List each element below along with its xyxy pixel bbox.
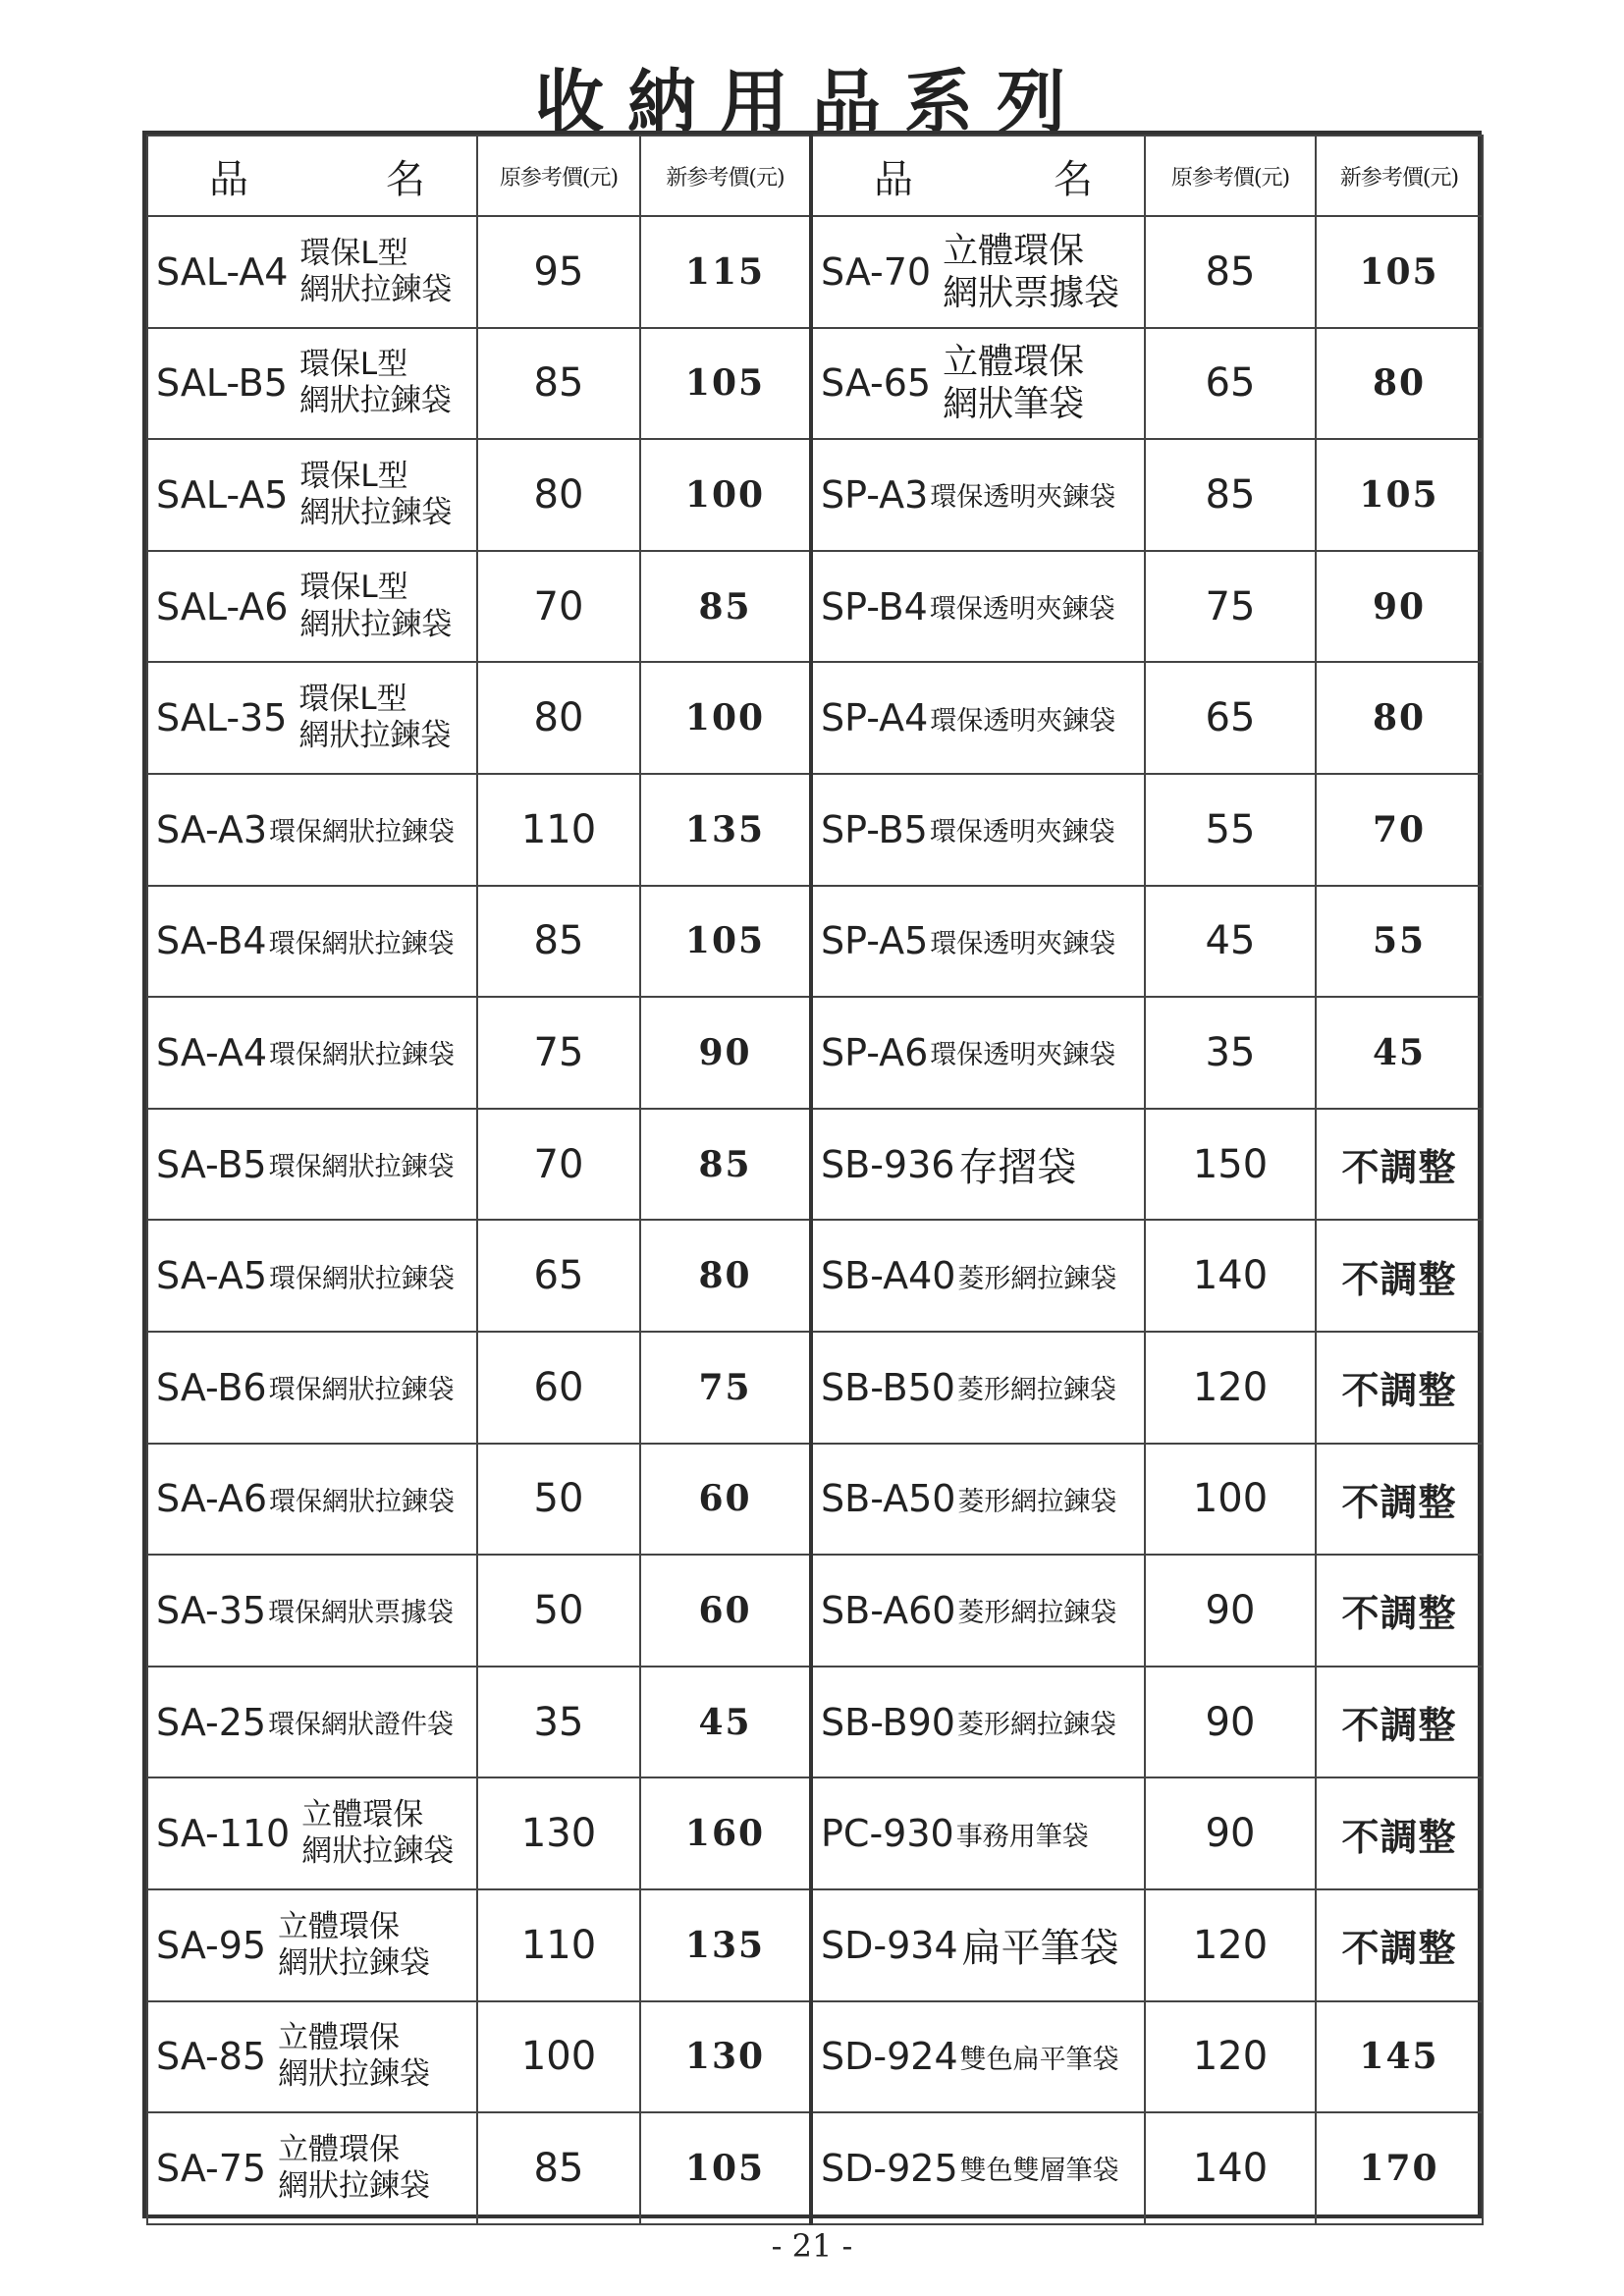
product-name-cell [147, 2112, 477, 2224]
product-name [156, 887, 476, 997]
new-price-cell: 100 [640, 439, 811, 551]
old-price-cell: 75 [1145, 551, 1316, 663]
new-price-cell: 115 [640, 216, 811, 328]
header-old-price-right: 原参考價(元) [1145, 136, 1316, 216]
product-code: SAL-A5 [156, 472, 289, 517]
old-price-cell: 50 [477, 1444, 640, 1556]
description-line-1: 立體環保 [278, 1908, 401, 1944]
product-name [821, 1445, 1144, 1555]
table-row [147, 1889, 1483, 2001]
new-price-cell: 100 [640, 662, 811, 774]
product-name [156, 1445, 476, 1555]
product-name-cell [811, 1220, 1145, 1332]
product-name-cell [147, 328, 477, 440]
old-price-cell: 120 [1145, 1889, 1316, 2001]
new-price-cell: 105 [640, 886, 811, 998]
header-product-name-left: 品 名 [147, 136, 477, 216]
product-name-cell [147, 774, 477, 886]
new-price-cell: 135 [640, 1889, 811, 2001]
new-price-cell: 105 [1316, 216, 1483, 328]
new-price-cell: 85 [640, 1109, 811, 1221]
new-price-cell: 130 [640, 2001, 811, 2113]
description-line-1: 環保L型 [299, 458, 408, 494]
product-name [821, 1667, 1144, 1777]
old-price-cell: 35 [1145, 997, 1316, 1109]
product-name [156, 775, 476, 885]
product-description: 環保網狀拉鍊袋 [269, 1263, 456, 1294]
new-price-cell: 不調整 [1316, 1220, 1483, 1332]
product-name [821, 887, 1144, 997]
product-name [156, 663, 476, 773]
description-line-1: 立體環保 [943, 342, 1085, 383]
product-code: SP-A6 [821, 1030, 929, 1074]
product-name [821, 217, 1144, 327]
new-price-cell: 105 [640, 2112, 811, 2224]
product-code: SB-A60 [821, 1588, 956, 1632]
product-description [278, 2132, 430, 2205]
product-name [821, 2113, 1144, 2223]
new-price-cell: 75 [640, 1332, 811, 1444]
product-code: SAL-35 [156, 696, 288, 740]
product-code: SP-A3 [821, 472, 929, 517]
product-code: SB-A50 [821, 1477, 956, 1521]
header-new-price-right: 新参考價(元) [1316, 136, 1483, 216]
new-price-cell: 85 [640, 551, 811, 663]
table-row [147, 1444, 1483, 1556]
old-price-cell: 95 [477, 216, 640, 328]
product-name-cell [811, 551, 1145, 663]
product-name-cell [811, 1332, 1145, 1444]
product-description [943, 230, 1119, 314]
product-code: SA-70 [821, 249, 932, 294]
product-description: 環保網狀拉鍊袋 [269, 817, 456, 848]
new-price-cell: 不調整 [1316, 1889, 1483, 2001]
product-code: SD-934 [821, 1923, 958, 1967]
product-name-cell [811, 2112, 1145, 2224]
description-line-2: 網狀拉鍊袋 [299, 271, 453, 307]
product-code: SD-925 [821, 2146, 958, 2190]
product-name-cell [147, 1220, 477, 1332]
product-description: 環保網狀證件袋 [268, 1710, 455, 1741]
product-description: 環保透明夾鍊袋 [930, 1040, 1116, 1071]
table-row [147, 1777, 1483, 1889]
old-price-cell: 90 [1145, 1777, 1316, 1889]
product-name [821, 1221, 1144, 1331]
product-name-cell [147, 1777, 477, 1889]
product-name-cell [147, 997, 477, 1109]
product-description: 環保網狀拉鍊袋 [269, 1486, 456, 1517]
product-name-cell [811, 1109, 1145, 1221]
old-price-cell: 150 [1145, 1109, 1316, 1221]
product-name [156, 552, 476, 662]
product-description [278, 2020, 430, 2093]
product-name-cell [147, 1109, 477, 1221]
product-code: PC-930 [821, 1812, 954, 1856]
header-new-price-left: 新参考價(元) [640, 136, 811, 216]
new-price-cell: 135 [640, 774, 811, 886]
product-name-cell [147, 1889, 477, 2001]
product-description [278, 1909, 430, 1982]
product-name-cell [147, 1555, 477, 1667]
product-name-cell [811, 2001, 1145, 2113]
description-line-1: 立體環保 [278, 2131, 401, 2167]
old-price-cell: 80 [477, 662, 640, 774]
product-name-cell [147, 1444, 477, 1556]
product-name [156, 1556, 476, 1666]
new-price-cell: 60 [640, 1555, 811, 1667]
product-code: SA-110 [156, 1812, 291, 1856]
old-price-cell: 110 [477, 774, 640, 886]
old-price-cell: 75 [477, 997, 640, 1109]
table-row [147, 1555, 1483, 1667]
new-price-cell: 不調整 [1316, 1777, 1483, 1889]
old-price-cell: 85 [477, 2112, 640, 2224]
product-name-cell [811, 997, 1145, 1109]
product-name-cell [147, 1667, 477, 1778]
description-line-2: 網狀拉鍊袋 [301, 1833, 455, 1870]
description-line-2: 網狀拉鍊袋 [298, 383, 452, 419]
old-price-cell: 120 [1145, 1332, 1316, 1444]
new-price-cell: 不調整 [1316, 1109, 1483, 1221]
product-description: 存摺袋 [958, 1145, 1077, 1191]
description-line-1: 環保L型 [298, 347, 408, 383]
product-name-cell [811, 774, 1145, 886]
new-price-cell: 45 [640, 1667, 811, 1778]
product-code: SB-B50 [821, 1365, 955, 1409]
old-price-cell: 45 [1145, 886, 1316, 998]
old-price-cell: 65 [1145, 328, 1316, 440]
product-description: 環保網狀拉鍊袋 [268, 928, 455, 959]
table-row [147, 997, 1483, 1109]
product-description [299, 570, 452, 642]
old-price-cell: 55 [1145, 774, 1316, 886]
header-old-price-left: 原参考價(元) [477, 136, 640, 216]
product-code: SA-A6 [156, 1477, 268, 1521]
new-price-cell: 70 [1316, 774, 1483, 886]
product-description: 菱形網拉鍊袋 [956, 1710, 1116, 1741]
description-line-1: 立體環保 [301, 1796, 424, 1832]
new-price-cell: 不調整 [1316, 1444, 1483, 1556]
price-table [146, 135, 1484, 2225]
old-price-cell: 140 [1145, 1220, 1316, 1332]
product-name-cell [147, 2001, 477, 2113]
new-price-cell: 160 [640, 1777, 811, 1889]
product-description: 環保網狀票據袋 [268, 1598, 455, 1629]
table-row [147, 662, 1483, 774]
product-name [156, 1110, 476, 1220]
product-description: 環保網狀拉鍊袋 [268, 1375, 455, 1406]
new-price-cell: 不調整 [1316, 1667, 1483, 1778]
description-line-2: 網狀拉鍊袋 [299, 494, 453, 530]
product-name [821, 440, 1144, 550]
old-price-cell: 85 [477, 328, 640, 440]
old-price-cell: 90 [1145, 1555, 1316, 1667]
product-description: 環保透明夾鍊袋 [930, 482, 1116, 514]
product-name [156, 2113, 476, 2223]
product-name-cell [147, 662, 477, 774]
new-price-cell: 90 [640, 997, 811, 1109]
product-code: SA-B4 [156, 919, 267, 963]
product-code: SA-65 [821, 361, 932, 406]
product-name [821, 329, 1144, 439]
product-code: SB-936 [821, 1142, 955, 1186]
description-line-2: 網狀拉鍊袋 [299, 606, 453, 642]
table-row [147, 886, 1483, 998]
table-row [147, 774, 1483, 886]
description-line-2: 網狀拉鍊袋 [278, 1944, 431, 1981]
product-name-cell [147, 439, 477, 551]
table-row [147, 216, 1483, 328]
product-name-cell [147, 886, 477, 998]
description-line-2: 網狀筆袋 [943, 384, 1085, 425]
new-price-cell: 145 [1316, 2001, 1483, 2113]
product-name [156, 1778, 476, 1888]
old-price-cell: 70 [477, 1109, 640, 1221]
product-code: SP-A5 [821, 919, 929, 963]
product-code: SAL-A6 [156, 584, 289, 629]
product-code: SA-B6 [156, 1365, 267, 1409]
product-description: 環保網狀拉鍊袋 [269, 1040, 456, 1071]
product-description: 菱形網拉鍊袋 [957, 1486, 1117, 1517]
old-price-cell: 85 [477, 886, 640, 998]
product-description [301, 1797, 454, 1870]
description-line-2: 網狀票據袋 [943, 272, 1120, 313]
product-name [156, 1333, 476, 1443]
product-name [821, 663, 1144, 773]
description-line-2: 網狀拉鍊袋 [278, 2056, 431, 2093]
product-name-cell [147, 216, 477, 328]
product-description: 雙色雙層筆袋 [959, 2156, 1119, 2187]
product-name-cell [811, 328, 1145, 440]
price-table-frame [142, 131, 1482, 2218]
product-name [821, 775, 1144, 885]
product-description: 環保網狀拉鍊袋 [268, 1152, 455, 1183]
table-row [147, 1109, 1483, 1221]
product-name [821, 1110, 1144, 1220]
old-price-cell: 100 [477, 2001, 640, 2113]
old-price-cell: 60 [477, 1332, 640, 1444]
description-line-2: 網狀拉鍊袋 [298, 718, 452, 754]
new-price-cell: 105 [640, 328, 811, 440]
old-price-cell: 85 [1145, 216, 1316, 328]
description-line-1: 立體環保 [943, 230, 1085, 271]
old-price-cell: 50 [477, 1555, 640, 1667]
product-name-cell [147, 1332, 477, 1444]
table-row [147, 1220, 1483, 1332]
product-code: SA-25 [156, 1700, 267, 1744]
product-name [821, 552, 1144, 662]
old-price-cell: 90 [1145, 1667, 1316, 1778]
table-row [147, 551, 1483, 663]
description-line-1: 環保L型 [298, 681, 407, 717]
product-code: SD-924 [821, 2035, 958, 2079]
new-price-cell: 80 [1316, 662, 1483, 774]
new-price-cell: 55 [1316, 886, 1483, 998]
product-name [821, 1890, 1144, 2000]
old-price-cell: 65 [477, 1220, 640, 1332]
new-price-cell: 不調整 [1316, 1332, 1483, 1444]
product-name-cell [811, 1667, 1145, 1778]
old-price-cell: 130 [477, 1777, 640, 1889]
product-name-cell [811, 216, 1145, 328]
product-description: 菱形網拉鍊袋 [956, 1375, 1116, 1406]
product-name [156, 1890, 476, 2000]
old-price-cell: 110 [477, 1889, 640, 2001]
product-description [299, 459, 452, 531]
product-name-cell [147, 551, 477, 663]
product-name-cell [811, 439, 1145, 551]
product-description [299, 236, 452, 308]
table-header-row [147, 136, 1483, 216]
product-description [299, 347, 452, 419]
product-code: SA-A4 [156, 1030, 268, 1074]
product-name [156, 329, 476, 439]
table-row [147, 2112, 1483, 2224]
new-price-cell: 60 [640, 1444, 811, 1556]
old-price-cell: 100 [1145, 1444, 1316, 1556]
description-line-1: 立體環保 [278, 2020, 401, 2056]
new-price-cell: 45 [1316, 997, 1483, 1109]
page-number: - 21 - [771, 2227, 853, 2265]
product-description: 菱形網拉鍊袋 [957, 1598, 1117, 1629]
product-name [821, 1556, 1144, 1666]
table-row [147, 2001, 1483, 2113]
table-row [147, 1332, 1483, 1444]
product-name [156, 440, 476, 550]
product-description: 環保透明夾鍊袋 [929, 817, 1115, 848]
product-code: SA-B5 [156, 1142, 267, 1186]
product-name-cell [811, 1889, 1145, 2001]
table-row [147, 328, 1483, 440]
product-code: SA-35 [156, 1588, 267, 1632]
table-row [147, 1667, 1483, 1778]
product-code: SP-B5 [821, 807, 928, 851]
product-code: SB-A40 [821, 1254, 956, 1298]
product-code: SA-A3 [156, 807, 268, 851]
old-price-cell: 80 [477, 439, 640, 551]
product-description [943, 341, 1084, 425]
new-price-cell: 80 [1316, 328, 1483, 440]
new-price-cell: 不調整 [1316, 1555, 1483, 1667]
product-description: 環保透明夾鍊袋 [929, 594, 1115, 626]
product-name [156, 2002, 476, 2112]
product-name-cell [811, 1444, 1145, 1556]
new-price-cell: 90 [1316, 551, 1483, 663]
product-name [156, 998, 476, 1108]
product-code: SP-A4 [821, 696, 929, 740]
product-code: SB-B90 [821, 1700, 955, 1744]
new-price-cell: 170 [1316, 2112, 1483, 2224]
product-description: 環保透明夾鍊袋 [930, 705, 1116, 737]
product-code: SAL-B5 [156, 361, 288, 406]
product-description: 雙色扁平筆袋 [959, 2044, 1119, 2075]
product-name [821, 1778, 1144, 1888]
product-name [156, 1667, 476, 1777]
product-code: SP-B4 [821, 584, 928, 629]
new-price-cell: 80 [640, 1220, 811, 1332]
old-price-cell: 85 [1145, 439, 1316, 551]
product-name [821, 2002, 1144, 2112]
old-price-cell: 70 [477, 551, 640, 663]
product-name [156, 217, 476, 327]
product-description: 事務用筆袋 [955, 1821, 1089, 1852]
description-line-1: 環保L型 [299, 570, 408, 606]
product-name [156, 1221, 476, 1331]
description-line-2: 網狀拉鍊袋 [278, 2167, 431, 2204]
product-description [298, 682, 451, 754]
product-description: 菱形網拉鍊袋 [957, 1263, 1117, 1294]
page-title: 收納用品系列 [535, 61, 1089, 142]
product-name-cell [811, 1555, 1145, 1667]
header-product-name-right: 品 名 [811, 136, 1145, 216]
old-price-cell: 65 [1145, 662, 1316, 774]
product-code: SA-95 [156, 1923, 267, 1967]
product-name-cell [811, 886, 1145, 998]
product-name-cell [811, 662, 1145, 774]
old-price-cell: 140 [1145, 2112, 1316, 2224]
product-description: 環保透明夾鍊袋 [930, 928, 1116, 959]
product-code: SAL-A4 [156, 249, 289, 294]
table-row [147, 439, 1483, 551]
product-code: SA-A5 [156, 1254, 268, 1298]
product-name [821, 1333, 1144, 1443]
product-name-cell [811, 1777, 1145, 1889]
product-code: SA-85 [156, 2035, 267, 2079]
new-price-cell: 105 [1316, 439, 1483, 551]
product-description: 扁平筆袋 [961, 1926, 1119, 1972]
product-name [821, 998, 1144, 1108]
old-price-cell: 120 [1145, 2001, 1316, 2113]
description-line-1: 環保L型 [299, 235, 408, 271]
old-price-cell: 35 [477, 1667, 640, 1778]
product-code: SA-75 [156, 2146, 267, 2190]
